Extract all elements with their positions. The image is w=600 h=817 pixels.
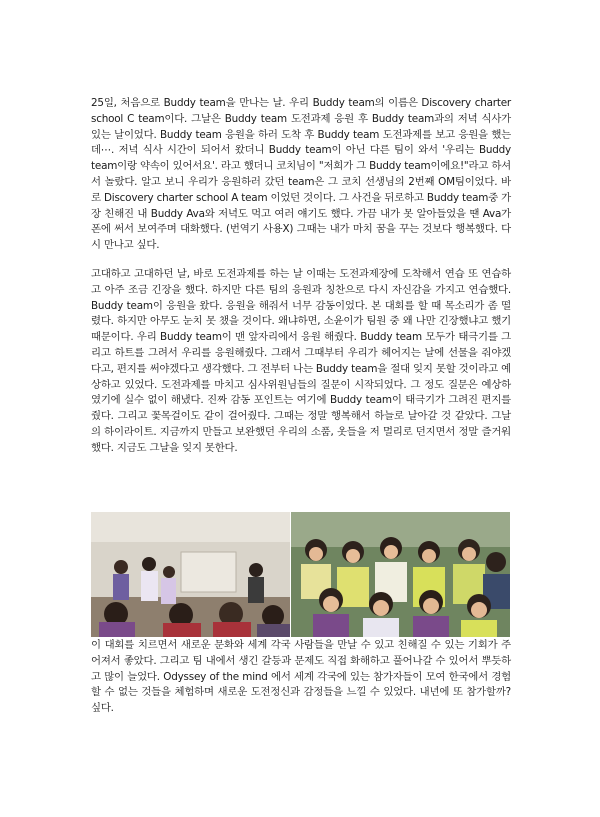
paragraph-reflection: 이 대회를 치르면서 새로운 문화와 세계 각국 사람들을 만날 수 있고 친해질 수 있는 기회가 주어져서 좋았다. 그리고 팀 내에서 생긴 갈등과 문제도 직접 화해하고 풀어나갈 수 있어서 뿌듯하고 많이 늘었다. Odyssey of the mind 에서 세계 각국에 있는 참가자들이 모여 한국에서 경험할 수 없는 것들을 체험하며 새로운 도전정신과 감정들을 느낄 수 있었다. 내년에 또 참가할까? 싶다.	[91, 639, 511, 715]
paragraph-challenge-day: 고대하고 고대하던 날, 바로 도전과제를 하는 날 이때는 도전과제장에 도착해서 연습 또 연습하고 아주 조금 긴장을 했다. 하지만 다른 팀의 응원과 칭찬으로 다시 자신감을 가지고 연습했다. Buddy team이 응원을 왔다. 응원을 해줘서 너무 감동이었다. 본 대회를 할 때 목소리가 좀 떨렸다. 하지만 아무도 눈치 못 챘을 것이다. 왜냐하면, 소윤이가 팀원 중 왜 나만 긴장했냐고 했기 때문이다. 우리 Buddy team이 맨 앞자리에서 응원 해줬다. Buddy team 모두가 태극기를 그리고 하트를 그려서 우리를 응원해줬다. 그래서 그때부터 우리가 헤어지는 날에 선물을 줘야겠다고, 편지를 써야겠다고 생각했다. 그 전부터 나는 Buddy team을 절대 잊지 못할 것이라고 예상하고 있었다. 도전과제를 마치고 심사위원님들의 질문이 시작되었다. 그 정도 질문은 예상하였기에 실수 없이 해냈다. 진짜 감동 포인트는 여기에 Buddy team이 태극기가 그려진 편지를 줬다. 그리고 꽃목걸이도 같이 걸어줬다. 그때는 정말 행복해서 하늘로 날아갈 것 같았다. 그날의 하이라이트. 지금까지 만들고 보완했던 우리의 소품, 옷들을 저 멀리로 던지면서 정말 즐거워했다. 지금도 그날을 잊지 못한다.	[91, 268, 511, 454]
photo-performance-stage	[91, 512, 290, 637]
paragraph-buddy-team-meeting: 25일, 처음으로 Buddy team을 만나는 날. 우리 Buddy team의 이름은 Discovery charter school C team이다. 그날은 Buddy team 도전과제 응원 후 Buddy team과의 저녁 식사가 있는 날이었다. Buddy team 응원을 하러 도착 후 Buddy team 도전과제를 보고 응원을 했는데⋯. 저녁 식사 시간이 되어서 왔더니 Buddy team이 아닌 다른 팀이 와서 '우리는 Buddy team이랑 약속이 있어서요'. 라고 했더니 코치님이 "저희가 그 Buddy team이에요!"라고 하셔서 놀랐다. 알고 보니 우리가 응원하러 갔던 team은 그 코치 선생님의 2번째 OM팀이었다. 바로 Discovery charter school A team 이었던 것이다. 그 사건을 뒤로하고 Buddy team중 가장 친해진 내 Buddy Ava와 저녁도 먹고 여러 얘기도 했다. 가끔 내가 못 알아들었을 땐 Ava가 폰에 써서 보여주며 대화했다. (번역기 사용X) 그때는 내가 마치 꿈을 꾸는 것보다 행복했다. 다시 만나고 싶다.	[91, 97, 511, 252]
photo-group-with-buddy-team	[291, 512, 510, 637]
